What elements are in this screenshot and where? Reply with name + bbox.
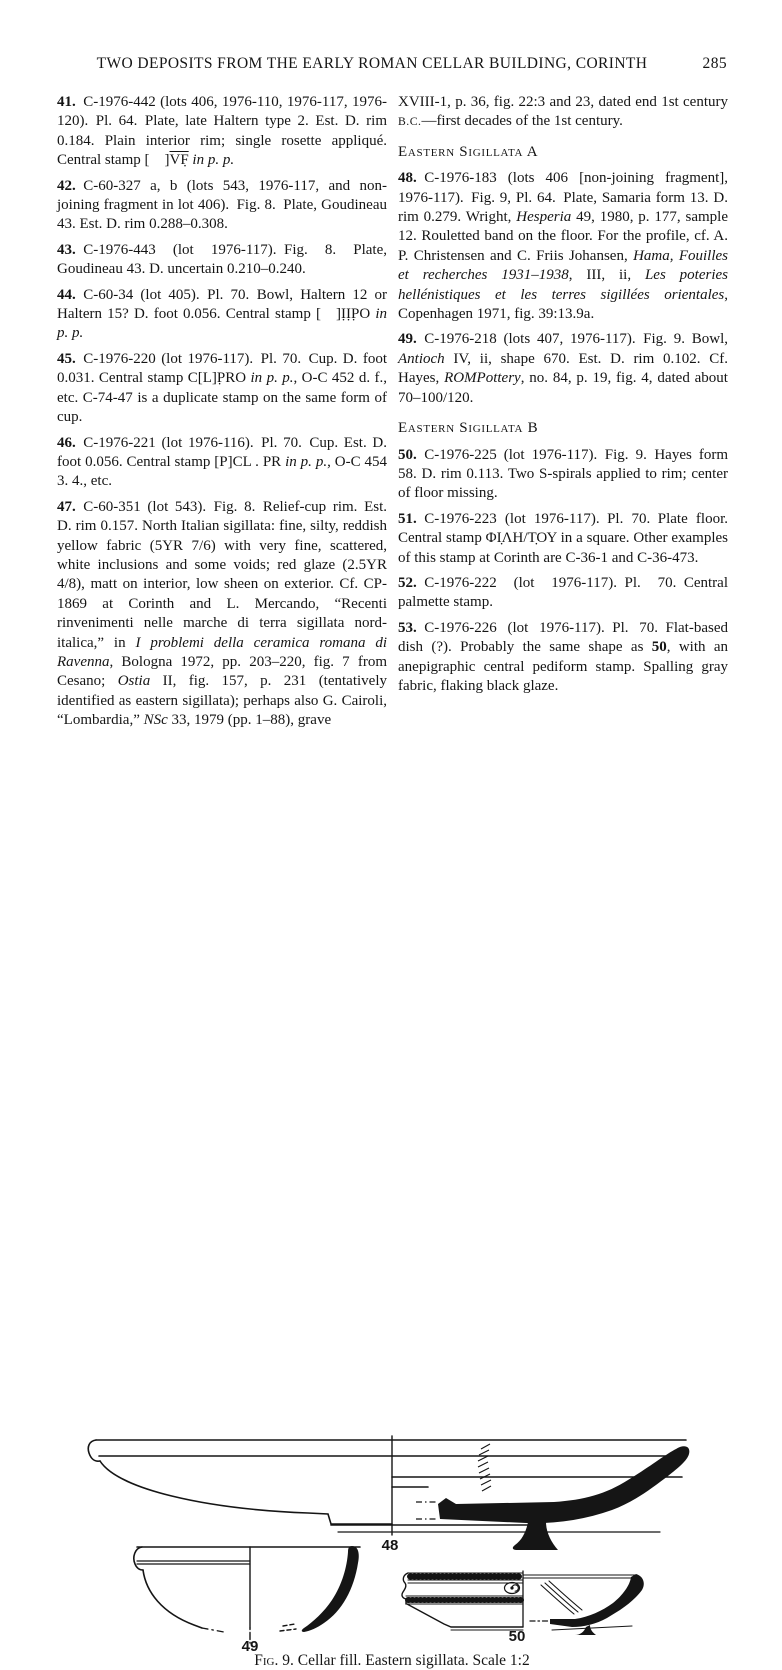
catalog-entry-44 bbox=[57, 286, 387, 344]
page-title: TWO DEPOSITS FROM THE EARLY ROMAN CELLAR BUILDING, CORINTH bbox=[96, 55, 648, 72]
entry-number: 51. bbox=[398, 510, 417, 527]
entry-number: 42. bbox=[57, 177, 76, 194]
text-segment: , Copenhagen 1971, fig. 39:13.9a. bbox=[398, 286, 728, 323]
text-segment: C-1976-220 (lot 1976-117). Pl. 70. Cup. D. foot 0.031. Central stamp C[L]P̣RO bbox=[57, 350, 387, 387]
text-column-left bbox=[57, 93, 387, 737]
text-segment: C-60-351 (lot 543). Fig. 8. Relief-cup rim. Est. D. rim 0.157. North Italian sigillata: fine, silty, reddish yellow fabric (5YR 7/6) with very fine, scattered, white inclusions and some voids; red glaze (2.5YR 4/8), matt on interior, low sheen on exterior. Cf. CP-1869 at Corinth and L. Mercando, “Recenti rinvenimenti nelle marche di terra sigillata nord-italica,” in bbox=[57, 498, 387, 651]
pottery-profile-drawing-48 bbox=[86, 1434, 696, 1552]
text-segment: C-1976-223 (lot 1976-117). Pl. 70. Plate floor. Central stamp ΦΙ̣ΛΗ/Τ̣ΟΥ in a square. Other examples of this stamp at Corinth are C-36-1 and C-36-473. bbox=[398, 510, 728, 566]
catalog-entry-52 bbox=[398, 574, 728, 613]
catalog-entry-41 bbox=[57, 93, 387, 171]
catalog-entry-51 bbox=[398, 510, 728, 568]
text-segment: , Bologna 1972, pp. 203–220, fig. 7 from Cesano; bbox=[57, 653, 387, 690]
text-segment: XVIII-1, p. 36, fig. 22:3 and 23, dated end 1st century bbox=[398, 94, 728, 110]
entry-number: 45. bbox=[57, 350, 76, 367]
text-segment: Hama, Fouilles et recherches 1931–1938 bbox=[398, 247, 728, 284]
entry-number: 49. bbox=[398, 331, 417, 348]
entry-number: 52. bbox=[398, 574, 417, 591]
catalog-entry-48 bbox=[398, 169, 728, 324]
catalog-entry-49 bbox=[398, 330, 728, 408]
entry-number: 48. bbox=[398, 170, 417, 187]
text-segment: IV, ii, shape 670. Est. D. rim 0.102. Cf. Hayes, bbox=[398, 350, 728, 387]
rouletting-hatch bbox=[478, 1444, 491, 1491]
text-segment: C-60-34 (lot 405). Pl. 70. Bowl, Haltern 12 or Haltern 15? D. foot 0.056. Central stamp [ ]ỊỊP̣O bbox=[57, 286, 387, 323]
text-segment: C-1976-183 (lots 406 [non-joining fragment], 1976-117). Fig. 9, Pl. 64. Plate, Samaria form 13. D. rim 0.279. Wright, bbox=[398, 170, 728, 226]
catalog-entry-50 bbox=[398, 446, 728, 504]
text-segment: C-1976-218 (lots 407, 1976-117). Fig. 9. Bowl, bbox=[424, 331, 728, 348]
text-segment: Les poteries hellénistiques et les terres sigillées orientales bbox=[398, 267, 728, 303]
text-segment: VF̣ bbox=[169, 152, 189, 169]
text-segment: II, fig. 157, p. 231 (tentatively identified as eastern sigillata); perhaps also G. Cairoli, “Lombardia,” bbox=[57, 673, 387, 729]
entry-number: 50. bbox=[398, 446, 417, 463]
figure-caption bbox=[57, 1652, 727, 1670]
text-segment: , no. 84, p. 19, fig. 4, dated about 70–100/120. bbox=[398, 370, 728, 406]
figure-label-50: 50 bbox=[508, 1628, 526, 1645]
entry-number: 41. bbox=[57, 94, 76, 110]
catalog-entry-43 bbox=[57, 241, 387, 280]
section-heading: Eastern Sigillata B bbox=[398, 420, 539, 437]
catalog-entry-53 bbox=[398, 619, 728, 697]
text-segment: in p. p. bbox=[57, 306, 387, 342]
text-segment: C-1976-226 (lot 1976-117). Pl. 70. Flat-based dish (?). Probably the same shape as bbox=[398, 619, 728, 656]
catalog-entry-47 bbox=[57, 498, 387, 731]
text-segment: C-1976-442 (lots 406, 1976-110, 1976-117, 1976-120). Pl. 64. Plate, late Haltern type 2. Est. D. rim 0.184. Plain interior rim; single rosette appliqué. Central stamp [ ] bbox=[57, 94, 387, 169]
text-segment: ROMPottery bbox=[444, 370, 521, 387]
text-segment: in p. p. bbox=[285, 453, 328, 470]
text-segment: 49, 1980, p. 177, sample 12. Rouletted band on the floor. For the profile, cf. A. P. Christensen and C. Friis Johansen, bbox=[398, 209, 728, 264]
text-segment: 50 bbox=[651, 639, 667, 656]
catalog-entry-45 bbox=[57, 350, 387, 428]
entry-number: 47. bbox=[57, 498, 76, 515]
page-number: 285 bbox=[702, 55, 727, 72]
text-segment: C-1976-443 (lot 1976-117). Fig. 8. Plate, Goudineau 43. D. uncertain 0.210–0.240. bbox=[57, 241, 387, 278]
running-head bbox=[57, 55, 727, 75]
text-segment: , O-C 454 3. 4., etc. bbox=[57, 453, 387, 490]
entry-number: 53. bbox=[398, 619, 417, 636]
text-segment: 9. Cellar fill. Eastern sigillata. Scale 1:2 bbox=[278, 1652, 530, 1669]
text-segment: in p. p. bbox=[192, 152, 235, 169]
figure-label-48: 48 bbox=[381, 1537, 399, 1554]
text-segment: NSc bbox=[143, 712, 168, 729]
entry-number: 43. bbox=[57, 241, 76, 258]
text-segment: Hesperia bbox=[516, 209, 572, 226]
text-segment: Ostia bbox=[117, 673, 151, 690]
figure-9 bbox=[0, 710, 782, 1669]
text-segment: , III, ii, bbox=[568, 267, 645, 284]
text-segment: Fig. bbox=[254, 1652, 279, 1669]
text-segment: C-60-327 a, b (lots 543, 1976-117, and non-joining fragment in lot 406). Fig. 8. Plate, Goudineau 43. Est. D. rim 0.288–0.308. bbox=[57, 177, 387, 233]
text-column-right bbox=[398, 93, 728, 702]
text-segment: in p. p. bbox=[250, 370, 294, 387]
figure-label-49: 49 bbox=[241, 1638, 259, 1655]
text-segment: C-1976-225 (lot 1976-117). Fig. 9. Hayes form 58. D. rim 0.113. Two S-spirals applied to rim; center of floor missing. bbox=[398, 446, 728, 502]
text-segment: B.C. bbox=[398, 115, 422, 129]
text-segment: C-1976-222 (lot 1976-117). Pl. 70. Central palmette stamp. bbox=[398, 574, 728, 611]
entry-number: 46. bbox=[57, 434, 76, 451]
pottery-profile-drawing-49 bbox=[128, 1542, 372, 1644]
text-segment: 33, 1979 (pp. 1–88), grave bbox=[167, 712, 332, 729]
text-segment: Antioch bbox=[398, 350, 445, 367]
entry-number: 44. bbox=[57, 286, 76, 303]
text-segment: C-1976-221 (lot 1976-116). Pl. 70. Cup. Est. D. foot 0.056. Central stamp [P]CL . PR bbox=[57, 434, 387, 470]
text-segment: I problemi della ceramica romana di Ravenna bbox=[57, 634, 388, 670]
text-segment: , with an anepigraphic central pediform stamp. Spalling gray fabric, flaking black glaze. bbox=[398, 639, 729, 694]
text-segment: , O-C 452 d. f., etc. C-74-47 is a duplicate stamp on the same form of cup. bbox=[57, 370, 388, 426]
section-heading: Eastern Sigillata A bbox=[398, 143, 539, 160]
text-segment: —first decades of the 1st century. bbox=[421, 113, 623, 130]
catalog-entry-46 bbox=[57, 434, 387, 492]
catalog-entry-42 bbox=[57, 177, 387, 235]
continuation-paragraph bbox=[398, 93, 728, 132]
